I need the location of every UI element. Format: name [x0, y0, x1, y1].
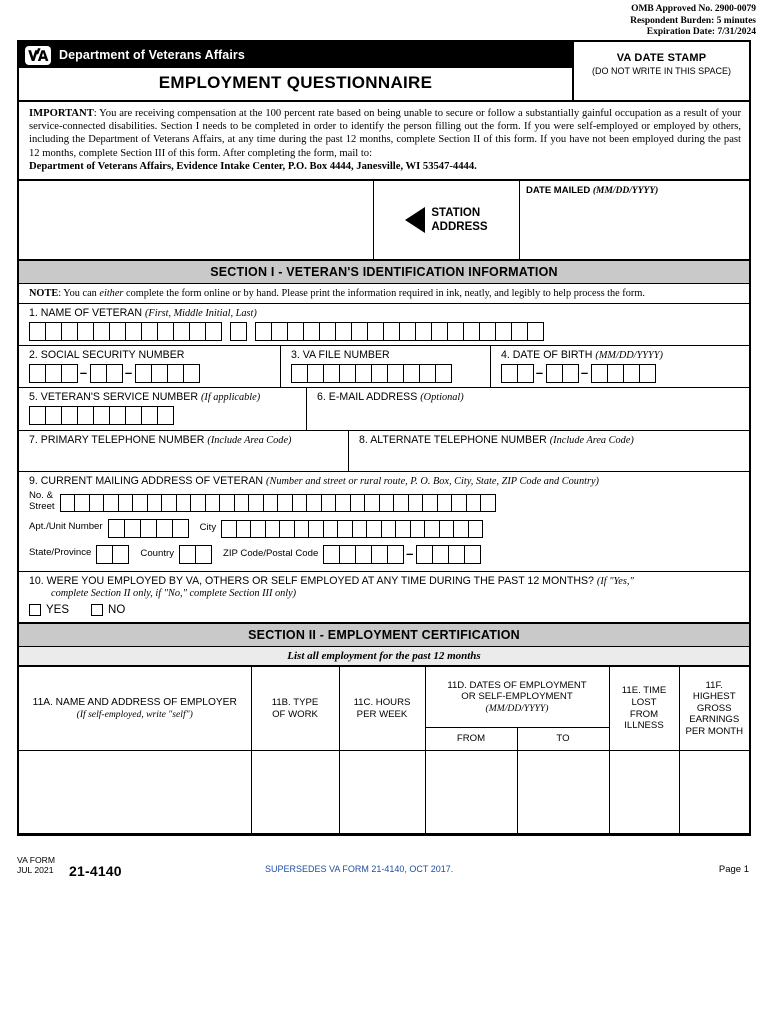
- ssn-area-boxes[interactable]: [29, 364, 77, 383]
- comb-box[interactable]: [379, 494, 395, 512]
- comb-box[interactable]: [263, 494, 279, 512]
- comb-box[interactable]: [147, 494, 163, 512]
- important-body: : You are receiving compensation at the 100 percent rate based on being unable to secure or follow a substantially gainful occupation as a result of your service-connected disabilities. Section I needs to be completed in order to identify the person filling out the form. If you were self-employed or employed by others, including the Department of Veterans Affairs, at any time during the past 12 months, complete Section II of this form. If you have not been employed during the past 12 months, complete Section III of this form. After completing the form, mail to:: [29, 108, 741, 159]
- field-5-label-wrap: [29, 391, 306, 403]
- comb-box[interactable]: [205, 322, 222, 341]
- comb-box[interactable]: [447, 322, 464, 341]
- comb-box[interactable]: [591, 364, 608, 383]
- comb-box[interactable]: [190, 494, 206, 512]
- comb-box[interactable]: [61, 406, 78, 425]
- comb-box[interactable]: [108, 519, 125, 538]
- comb-box[interactable]: [183, 364, 200, 383]
- comb-box[interactable]: [93, 322, 110, 341]
- col-header-employer: [19, 667, 251, 751]
- address-zip-label: ZIP Code/Postal Code: [223, 547, 319, 559]
- comb-box[interactable]: [366, 520, 382, 538]
- yes-label: YES: [46, 604, 70, 617]
- comb-box[interactable]: [135, 364, 152, 383]
- fields-2-3-4-row: [19, 346, 749, 388]
- comb-box[interactable]: [339, 364, 356, 383]
- address-state-country-zip-line: [29, 542, 749, 564]
- col-f-line2: HIGHEST: [692, 691, 736, 703]
- important-notice: [19, 100, 749, 179]
- cell-employer[interactable]: [19, 751, 251, 834]
- field-social-security-number: [19, 346, 281, 387]
- comb-box[interactable]: [308, 520, 324, 538]
- form-number: 21-4140: [69, 863, 122, 879]
- address-city-boxes[interactable]: [221, 520, 482, 538]
- comb-box[interactable]: [355, 545, 372, 564]
- col-a-line2: (If self-employed, write "self"): [76, 708, 193, 720]
- address-street-label-l1: No. &: [29, 490, 53, 502]
- service-number-boxes[interactable]: [29, 406, 306, 425]
- station-label-line1: STATION: [431, 207, 481, 220]
- field-1-label-wrap: [29, 307, 749, 319]
- cell-type-of-work[interactable]: [251, 751, 339, 834]
- comb-box[interactable]: [279, 520, 295, 538]
- field-2-label: 2. SOCIAL SECURITY NUMBER: [29, 349, 185, 362]
- supersedes-note: SUPERSEDES VA FORM 21-4140, OCT 2017.: [265, 864, 454, 874]
- employment-table: [19, 666, 749, 834]
- field-10-label-wrap: [29, 575, 749, 587]
- comb-box[interactable]: [437, 494, 453, 512]
- comb-box[interactable]: [45, 322, 62, 341]
- ssn-dash-2: –: [124, 364, 133, 380]
- section-1-banner: SECTION I - VETERAN'S IDENTIFICATION INFORMATION: [19, 259, 749, 284]
- comb-box[interactable]: [395, 520, 411, 538]
- section-2-banner: SECTION II - EMPLOYMENT CERTIFICATION: [19, 622, 749, 647]
- comb-box[interactable]: [176, 494, 192, 512]
- field-4-label: 4. DATE OF BIRTH: [501, 349, 593, 362]
- comb-box[interactable]: [511, 322, 528, 341]
- col-c-line1: 11C. HOURS: [353, 696, 411, 708]
- field-6-label-wrap: [317, 391, 749, 403]
- comb-box[interactable]: [335, 322, 352, 341]
- address-apt-label: Apt./Unit Number: [29, 520, 103, 532]
- field-7-label: 7. PRIMARY TELEPHONE NUMBER: [29, 434, 205, 447]
- address-city-label: City: [199, 521, 217, 533]
- comb-box[interactable]: [408, 494, 424, 512]
- comb-box[interactable]: [383, 322, 400, 341]
- field-9-hint: (Number and street or rural route, P. O. Box, City, State, ZIP Code and Country): [266, 476, 599, 488]
- address-street-boxes[interactable]: [60, 494, 495, 512]
- comb-box[interactable]: [419, 364, 436, 383]
- comb-box[interactable]: [221, 520, 237, 538]
- field-6-hint: (Optional): [420, 392, 464, 404]
- name-last-boxes[interactable]: [255, 322, 543, 341]
- comb-box[interactable]: [463, 322, 480, 341]
- comb-box[interactable]: [387, 545, 404, 564]
- field-primary-telephone[interactable]: [19, 431, 349, 471]
- station-label-line2: ADDRESS: [431, 221, 488, 234]
- field-6-label: 6. E-MAIL ADDRESS: [317, 391, 418, 404]
- field-3-label: 3. VA FILE NUMBER: [291, 349, 390, 362]
- field-employment-question: [19, 572, 749, 622]
- va-form-label: [17, 855, 55, 875]
- address-country-boxes[interactable]: [179, 545, 211, 564]
- field-8-hint: (Include Area Code): [549, 435, 634, 447]
- va-banner: [19, 42, 572, 68]
- col-d-line1: 11D. DATES OF EMPLOYMENT: [447, 679, 587, 691]
- comb-box[interactable]: [179, 545, 196, 564]
- comb-box[interactable]: [277, 494, 293, 512]
- comb-box[interactable]: [106, 364, 123, 383]
- comb-box[interactable]: [132, 494, 148, 512]
- col-f-line5: PER MONTH: [685, 725, 744, 737]
- comb-box[interactable]: [439, 520, 455, 538]
- page-number: Page 1: [718, 864, 749, 875]
- comb-box[interactable]: [271, 322, 288, 341]
- dob-month-boxes[interactable]: [501, 364, 533, 383]
- station-address-blank[interactable]: [19, 181, 374, 259]
- date-mailed-box[interactable]: [520, 181, 749, 259]
- date-mailed-format: (MM/DD/YYYY): [592, 186, 659, 197]
- name-first-boxes[interactable]: [29, 322, 221, 341]
- col-b-line1: 11B. TYPE: [271, 696, 319, 708]
- comb-box[interactable]: [29, 406, 46, 425]
- left-triangle-icon: [405, 207, 425, 233]
- comb-box[interactable]: [639, 364, 656, 383]
- dob-day-boxes[interactable]: [546, 364, 578, 383]
- comb-box[interactable]: [431, 322, 448, 341]
- col-header-dates-of-employment: [425, 667, 609, 728]
- col-d-line3: (MM/DD/YYYY): [485, 702, 549, 714]
- comb-box[interactable]: [141, 322, 158, 341]
- cell-date-from[interactable]: [425, 751, 517, 834]
- comb-box[interactable]: [157, 322, 174, 341]
- comb-box[interactable]: [234, 494, 250, 512]
- note-label: NOTE: [29, 288, 59, 300]
- note-text-b: complete the form online or by hand. Please print the information required in ink, neatly, and legibly to help process the form.: [123, 288, 645, 300]
- comb-box[interactable]: [151, 364, 168, 383]
- comb-box[interactable]: [323, 520, 339, 538]
- comb-box[interactable]: [501, 364, 518, 383]
- field-7-label-wrap: [29, 434, 348, 446]
- comb-box[interactable]: [167, 364, 184, 383]
- address-zip4-boxes[interactable]: [416, 545, 480, 564]
- fields-7-8-row: [19, 431, 749, 472]
- field-current-mailing-address: [19, 472, 749, 572]
- comb-box[interactable]: [250, 520, 266, 538]
- address-apt-city-line: [29, 516, 749, 538]
- ssn-serial-boxes[interactable]: [135, 364, 199, 383]
- comb-box[interactable]: [393, 494, 409, 512]
- comb-box[interactable]: [161, 494, 177, 512]
- date-mailed-label-wrap: [526, 185, 749, 196]
- col-header-to: TO: [517, 728, 609, 751]
- comb-box[interactable]: [410, 520, 426, 538]
- comb-box[interactable]: [364, 494, 380, 512]
- comb-box[interactable]: [157, 406, 174, 425]
- comb-box[interactable]: [371, 545, 388, 564]
- field-10-hint2-wrap: [29, 587, 749, 599]
- col-header-highest-gross-earnings: [679, 667, 749, 751]
- field-name-of-veteran: [19, 304, 749, 346]
- field-date-of-birth: [491, 346, 749, 387]
- field-va-file-number: [281, 346, 491, 387]
- comb-box[interactable]: [112, 545, 129, 564]
- col-header-time-lost-from-illness: [609, 667, 679, 751]
- comb-box[interactable]: [323, 545, 340, 564]
- comb-box[interactable]: [96, 545, 113, 564]
- comb-box[interactable]: [45, 364, 62, 383]
- comb-box[interactable]: [466, 494, 482, 512]
- comb-box[interactable]: [480, 494, 496, 512]
- no-checkbox[interactable]: [91, 604, 103, 616]
- comb-box[interactable]: [339, 545, 356, 564]
- fields-5-6-row: [19, 388, 749, 431]
- cell-date-to[interactable]: [517, 751, 609, 834]
- field-5-label: 5. VETERAN'S SERVICE NUMBER: [29, 391, 199, 404]
- comb-box[interactable]: [236, 520, 252, 538]
- field-8-label: 8. ALTERNATE TELEPHONE NUMBER: [359, 434, 547, 447]
- comb-box[interactable]: [415, 322, 432, 341]
- comb-box[interactable]: [265, 520, 281, 538]
- comb-box[interactable]: [125, 406, 142, 425]
- table-row: [19, 751, 749, 834]
- comb-box[interactable]: [351, 322, 368, 341]
- va-form-label-line2: JUL 2021: [17, 865, 54, 875]
- comb-box[interactable]: [103, 494, 119, 512]
- col-f-line3: GROSS: [696, 702, 732, 714]
- comb-box[interactable]: [303, 322, 320, 341]
- dob-dash-2: –: [580, 364, 589, 380]
- comb-box[interactable]: [61, 364, 78, 383]
- comb-box[interactable]: [156, 519, 173, 538]
- comb-box[interactable]: [219, 494, 235, 512]
- dob-year-boxes[interactable]: [591, 364, 655, 383]
- employment-answer-group: [29, 604, 749, 616]
- comb-box[interactable]: [124, 519, 141, 538]
- col-c-line2: PER WEEK: [356, 708, 408, 720]
- comb-box[interactable]: [495, 322, 512, 341]
- comb-box[interactable]: [90, 364, 107, 383]
- comb-box[interactable]: [464, 545, 481, 564]
- station-address-label: [431, 206, 487, 234]
- col-header-from: FROM: [425, 728, 517, 751]
- comb-box[interactable]: [403, 364, 420, 383]
- ssn-dash-1: –: [79, 364, 88, 380]
- yes-checkbox[interactable]: [29, 604, 41, 616]
- comb-box[interactable]: [479, 322, 496, 341]
- omb-block: [630, 4, 756, 39]
- field-email-address[interactable]: [307, 388, 749, 430]
- field-8-label-wrap: [359, 434, 749, 446]
- comb-box[interactable]: [468, 520, 484, 538]
- col-e-line2: LOST: [631, 696, 657, 708]
- form-header: [19, 42, 749, 100]
- name-middle-initial-box[interactable]: [230, 322, 246, 341]
- comb-box[interactable]: [141, 406, 158, 425]
- address-country-label: Country: [140, 547, 174, 559]
- comb-box[interactable]: [306, 494, 322, 512]
- comb-box[interactable]: [321, 494, 337, 512]
- comb-box[interactable]: [29, 364, 46, 383]
- page-title: EMPLOYMENT QUESTIONNAIRE: [158, 73, 433, 92]
- comb-box[interactable]: [255, 322, 272, 341]
- field-veterans-service-number: [19, 388, 307, 430]
- col-d-line2: OR SELF-EMPLOYMENT: [461, 691, 573, 703]
- comb-box[interactable]: [307, 364, 324, 383]
- col-f-line4: EARNINGS: [689, 714, 740, 726]
- comb-box[interactable]: [424, 520, 440, 538]
- station-address-pointer: [374, 181, 520, 259]
- va-logo-icon: [25, 46, 51, 65]
- field-10-hint1: (If "Yes,": [596, 576, 634, 588]
- employment-table-header-row: [19, 667, 749, 728]
- respondent-burden-line: Respondent Burden: 5 minutes: [630, 15, 756, 26]
- va-form-label-line1: VA FORM: [17, 855, 56, 865]
- date-mailed-label: DATE MAILED: [526, 185, 591, 197]
- comb-box[interactable]: [527, 322, 544, 341]
- comb-box[interactable]: [109, 406, 126, 425]
- field-alternate-telephone[interactable]: [349, 431, 749, 471]
- field-5-hint: (If applicable): [200, 392, 261, 404]
- comb-box[interactable]: [623, 364, 640, 383]
- no-label: NO: [108, 604, 126, 617]
- comb-box[interactable]: [189, 322, 206, 341]
- col-f-line1: 11F.: [705, 679, 723, 691]
- note-text-a: : You can: [58, 288, 100, 300]
- section-2-subtitle: List all employment for the past 12 months: [19, 647, 749, 666]
- comb-box[interactable]: [319, 322, 336, 341]
- va-date-stamp-box: [574, 42, 749, 100]
- comb-box[interactable]: [432, 545, 449, 564]
- comb-box[interactable]: [323, 364, 340, 383]
- comb-box[interactable]: [61, 322, 78, 341]
- comb-box[interactable]: [335, 494, 351, 512]
- comb-box[interactable]: [367, 322, 384, 341]
- comb-box[interactable]: [89, 494, 105, 512]
- comb-box[interactable]: [435, 364, 452, 383]
- comb-box[interactable]: [546, 364, 563, 383]
- cell-time-lost[interactable]: [609, 751, 679, 834]
- col-header-hours-per-week: [339, 667, 425, 751]
- comb-box[interactable]: [74, 494, 90, 512]
- form-frame: [17, 40, 751, 836]
- field-1-label: 1. NAME OF VETERAN: [29, 307, 143, 320]
- comb-box[interactable]: [352, 520, 368, 538]
- address-street-label: [29, 491, 55, 512]
- field-4-hint: (MM/DD/YYYY): [595, 350, 663, 362]
- comb-box[interactable]: [140, 519, 157, 538]
- field-10-hint2: complete Section II only, if "No," complete Section III only): [51, 588, 297, 600]
- comb-box[interactable]: [195, 545, 212, 564]
- comb-box[interactable]: [294, 520, 310, 538]
- comb-box[interactable]: [448, 545, 465, 564]
- comb-box[interactable]: [607, 364, 624, 383]
- cell-gross-earnings[interactable]: [679, 751, 749, 834]
- comb-box[interactable]: [291, 364, 308, 383]
- header-left: [19, 42, 574, 100]
- important-label: IMPORTANT: [29, 108, 94, 119]
- expiration-date-line: Expiration Date: 7/31/2024: [646, 27, 756, 37]
- comb-box[interactable]: [355, 364, 372, 383]
- comb-box[interactable]: [45, 406, 62, 425]
- comb-box[interactable]: [562, 364, 579, 383]
- comb-box[interactable]: [77, 406, 94, 425]
- comb-box[interactable]: [416, 545, 433, 564]
- field-4-label-wrap: [501, 349, 749, 361]
- cell-hours-per-week[interactable]: [339, 751, 425, 834]
- field-9-label-wrap: [29, 475, 749, 487]
- va-date-stamp-title: VA DATE STAMP: [616, 52, 707, 64]
- comb-box[interactable]: [93, 406, 110, 425]
- section-1-note: [19, 284, 749, 304]
- comb-box[interactable]: [172, 519, 189, 538]
- col-e-line4: ILLNESS: [624, 720, 664, 732]
- va-date-stamp-note: (DO NOT WRITE IN THIS SPACE): [591, 66, 731, 76]
- form-footer: [17, 855, 751, 885]
- comb-box[interactable]: [205, 494, 221, 512]
- comb-box[interactable]: [453, 520, 469, 538]
- comb-box[interactable]: [517, 364, 534, 383]
- comb-box[interactable]: [292, 494, 308, 512]
- comb-box[interactable]: [350, 494, 366, 512]
- comb-box[interactable]: [230, 322, 247, 341]
- comb-box[interactable]: [399, 322, 416, 341]
- comb-box[interactable]: [118, 494, 134, 512]
- va-file-number-boxes[interactable]: [291, 364, 490, 383]
- comb-box[interactable]: [422, 494, 438, 512]
- address-zip5-boxes[interactable]: [323, 545, 403, 564]
- col-e-line1: 11E. TIME: [621, 685, 667, 697]
- comb-box[interactable]: [287, 322, 304, 341]
- address-street-label-l2: Street: [29, 500, 55, 512]
- comb-box[interactable]: [387, 364, 404, 383]
- mail-to-address: Department of Veterans Affairs, Evidence Intake Center, P.O. Box 4444, Janesville, WI 53547-4444.: [29, 160, 477, 172]
- omb-approved-line: OMB Approved No. 2900-0079: [631, 4, 756, 14]
- comb-box[interactable]: [371, 364, 388, 383]
- col-header-type-of-work: [251, 667, 339, 751]
- comb-box[interactable]: [77, 322, 94, 341]
- zip-dash: –: [406, 545, 414, 561]
- field-10-label: 10. WERE YOU EMPLOYED BY VA, OTHERS OR SELF EMPLOYED AT ANY TIME DURING THE PAST 12 MONTHS?: [29, 575, 594, 588]
- note-emphasis: either: [99, 288, 124, 300]
- department-title: Department of Veterans Affairs: [59, 48, 245, 62]
- col-a-line1: 11A. NAME AND ADDRESS OF EMPLOYER: [32, 696, 237, 708]
- address-street-line: [29, 491, 749, 512]
- address-state-label: State/Province: [29, 546, 92, 558]
- comb-box[interactable]: [173, 322, 190, 341]
- field-1-hint: (First, Middle Initial, Last): [144, 308, 257, 320]
- comb-box[interactable]: [381, 520, 397, 538]
- address-apt-boxes[interactable]: [108, 519, 188, 538]
- comb-box[interactable]: [125, 322, 142, 341]
- comb-box[interactable]: [248, 494, 264, 512]
- comb-box[interactable]: [109, 322, 126, 341]
- comb-box[interactable]: [337, 520, 353, 538]
- comb-box[interactable]: [60, 494, 76, 512]
- address-state-boxes[interactable]: [96, 545, 128, 564]
- col-b-line2: OF WORK: [272, 708, 318, 720]
- dob-dash-1: –: [535, 364, 544, 380]
- col-e-line3: FROM: [629, 708, 659, 720]
- field-7-hint: (Include Area Code): [207, 435, 292, 447]
- station-address-row: [19, 179, 749, 259]
- ssn-group-boxes[interactable]: [90, 364, 122, 383]
- field-9-label: 9. CURRENT MAILING ADDRESS OF VETERAN: [29, 475, 264, 488]
- comb-box[interactable]: [29, 322, 46, 341]
- comb-box[interactable]: [451, 494, 467, 512]
